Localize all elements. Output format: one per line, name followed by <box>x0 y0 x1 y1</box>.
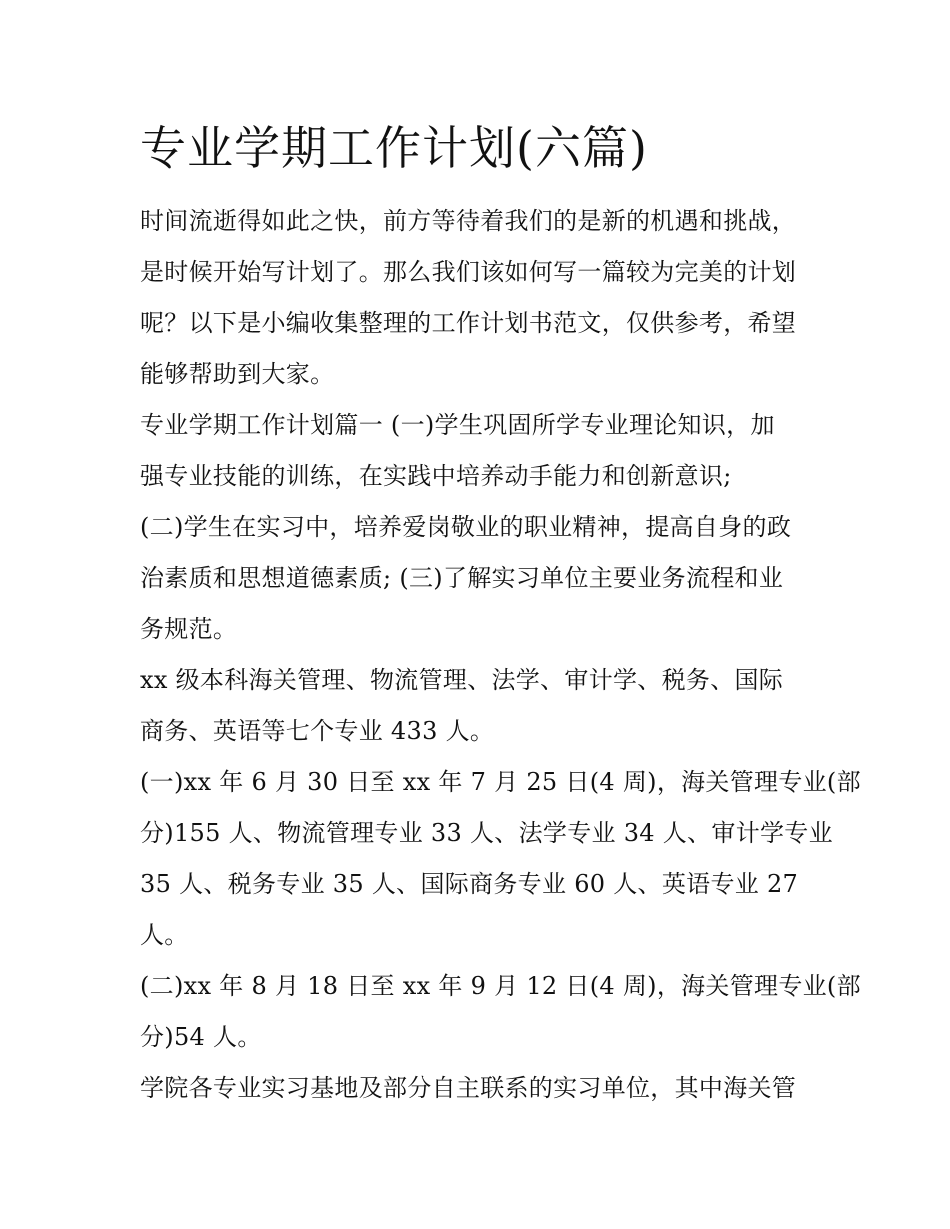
text-line-4: 能够帮助到大家。 <box>140 360 335 388</box>
text-line-13: 分)155 人、物流管理专业 33 人、法学专业 34 人、审计学专业 <box>140 819 833 847</box>
text-line-8: 治素质和思想道德素质; (三)了解实习单位主要业务流程和业 <box>140 564 784 592</box>
text-line-16: (二)xx 年 8 月 18 日至 xx 年 9 月 12 日(4 周)，海关管理专业(部 <box>140 972 861 1000</box>
text-line-7: (二)学生在实习中，培养爱岗敬业的职业精神，提高自身的政 <box>140 513 792 541</box>
text-line-1: 时间流逝得如此之快，前方等待着我们的是新的机遇和挑战， <box>140 207 797 235</box>
text-line-9: 务规范。 <box>140 615 238 643</box>
text-line-17: 分)54 人。 <box>140 1023 262 1051</box>
text-line-18: 学院各专业实习基地及部分自主联系的实习单位，其中海关管 <box>140 1074 797 1102</box>
text-line-15: 人。 <box>140 921 189 949</box>
text-line-3: 呢？以下是小编收集整理的工作计划书范文，仅供参考，希望 <box>140 309 797 337</box>
text-line-14: 35 人、税务专业 35 人、国际商务专业 60 人、英语专业 27 <box>140 870 799 898</box>
text-line-10: xx 级本科海关管理、物流管理、法学、审计学、税务、国际 <box>140 666 784 694</box>
text-line-11: 商务、英语等七个专业 433 人。 <box>140 717 495 745</box>
text-line-2: 是时候开始写计划了。那么我们该如何写一篇较为完美的计划 <box>140 258 797 286</box>
text-line-6: 强专业技能的训练，在实践中培养动手能力和创新意识; <box>140 462 732 490</box>
text-line-5: 专业学期工作计划篇一 (一)学生巩固所学专业理论知识，加 <box>140 411 775 439</box>
document-title: 专业学期工作计划(六篇) <box>140 121 648 175</box>
text-line-12: (一)xx 年 6 月 30 日至 xx 年 7 月 25 日(4 周)，海关管理专业(部 <box>140 768 861 796</box>
